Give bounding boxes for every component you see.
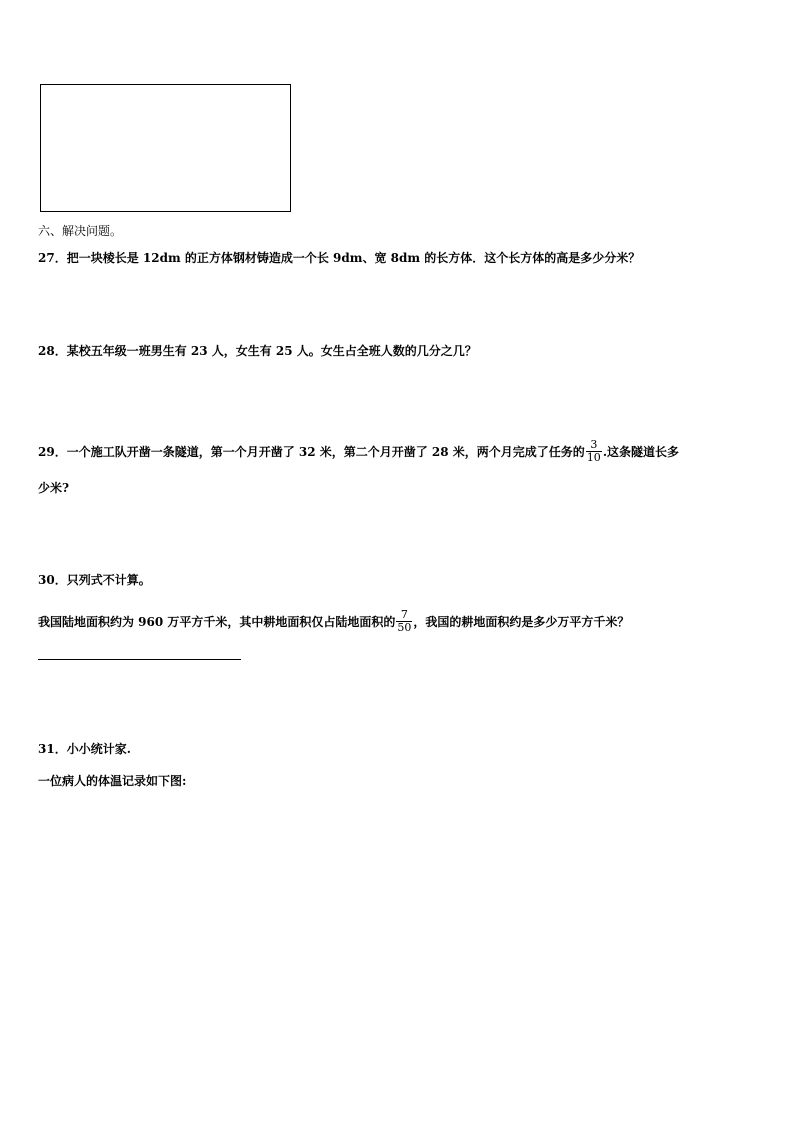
question-30-body: [38, 610, 629, 635]
question-30-heading: 30．只列式不计算。: [38, 573, 151, 587]
fraction-numerator: 7: [400, 608, 408, 621]
question-29-line1: [38, 440, 679, 465]
fraction-denominator: 50: [397, 621, 412, 634]
question-31-body: 一位病人的体温记录如下图:: [38, 774, 187, 788]
answer-line: [38, 659, 241, 660]
section-title: 六、解决问题。: [38, 224, 123, 238]
question-29-line2: 少米?: [38, 481, 70, 495]
fraction-3-10: [586, 439, 602, 464]
question-29-text-before: 29．一个施工队开凿一条隧道，第一个月开凿了 32 米，第二个月开凿了 28 米，两个月完成了任务的: [38, 445, 585, 459]
question-28: 28．某校五年级一班男生有 23 人，女生有 25 人。女生占全班人数的几分之几？: [38, 344, 477, 358]
fraction-7-50: [396, 609, 412, 634]
fraction-denominator: 10: [586, 451, 601, 464]
question-27: 27．把一块棱长是 12dm 的正方体钢材铸造成一个长 9dm、宽 8dm 的长方体．这个长方体的高是多少分米？: [38, 251, 641, 265]
question-31-heading: 31．小小统计家.: [38, 742, 131, 756]
question-30-text-after: ，我国的耕地面积约是多少万平方千米？: [413, 615, 630, 629]
question-29-text-after: .这条隧道长多: [602, 445, 679, 459]
figure-box: [40, 84, 291, 212]
fraction-numerator: 3: [590, 438, 598, 451]
question-30-text-before: 我国陆地面积约为 960 万平方千米，其中耕地面积仅占陆地面积的: [38, 615, 396, 629]
